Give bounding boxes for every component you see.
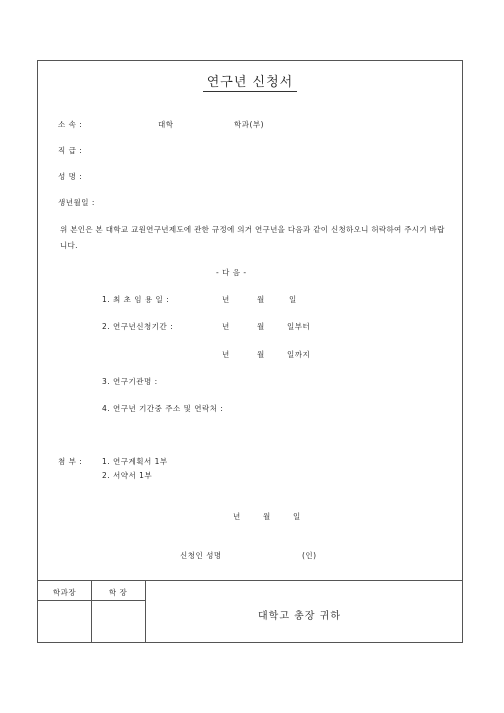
first-appointment-year: 년 (222, 295, 230, 304)
college-suffix: 대학 (158, 120, 174, 129)
institution-label: 3. 연구기관명 : (102, 377, 158, 386)
period-from: 일부터 (287, 322, 311, 331)
affiliation-label: 소 속 : (58, 120, 83, 129)
attachment-item-2: 2. 서약서 1부 (102, 471, 153, 480)
period-end-month: 월 (257, 350, 265, 359)
position-label: 직 급 : (58, 146, 83, 155)
department-suffix: 학과(부) (234, 120, 265, 129)
period-to: 일까지 (287, 350, 311, 359)
period-start-month: 월 (257, 322, 265, 331)
request-statement: 위 본인은 본 대학교 교원연구년제도에 관한 규정에 의거 연구년을 다음과 같이 신청하오니 허락하여 주시기 바랍니다. (60, 225, 445, 250)
first-appointment-day: 일 (289, 295, 297, 304)
date-year: 년 (233, 512, 241, 521)
date-month: 월 (263, 512, 271, 521)
birthdate-label: 생년월일 : (58, 198, 95, 207)
first-appointment-month: 월 (257, 295, 265, 304)
period-end-year: 년 (222, 350, 230, 359)
seal-mark: (인) (302, 551, 317, 560)
approval-table (38, 580, 462, 643)
period-label: 2. 연구년신청기간 : (102, 322, 174, 331)
form-title: 연구년 신청서 (38, 71, 462, 90)
date-day: 일 (293, 512, 301, 521)
recipient: 대학고 총장 귀하 (258, 611, 341, 622)
approval-divider (145, 581, 146, 643)
period-start-year: 년 (222, 322, 230, 331)
dept-head-header: 학과장 (52, 588, 77, 597)
applicant-label: 신청인 성명 (180, 551, 222, 560)
dean-header: 학 장 (108, 588, 128, 597)
attachment-label: 첨 부 : (58, 457, 83, 466)
application-form (37, 60, 463, 643)
approval-header-line (38, 600, 145, 601)
attachment-item-1: 1. 연구계획서 1부 (102, 457, 168, 466)
first-appointment-label: 1. 최 초 임 용 일 : (102, 295, 170, 304)
name-label: 성 명 : (58, 172, 83, 181)
address-label: 4. 연구년 기간중 주소 및 연락처 : (102, 404, 224, 413)
section-heading: - 다 음 - (216, 268, 247, 277)
